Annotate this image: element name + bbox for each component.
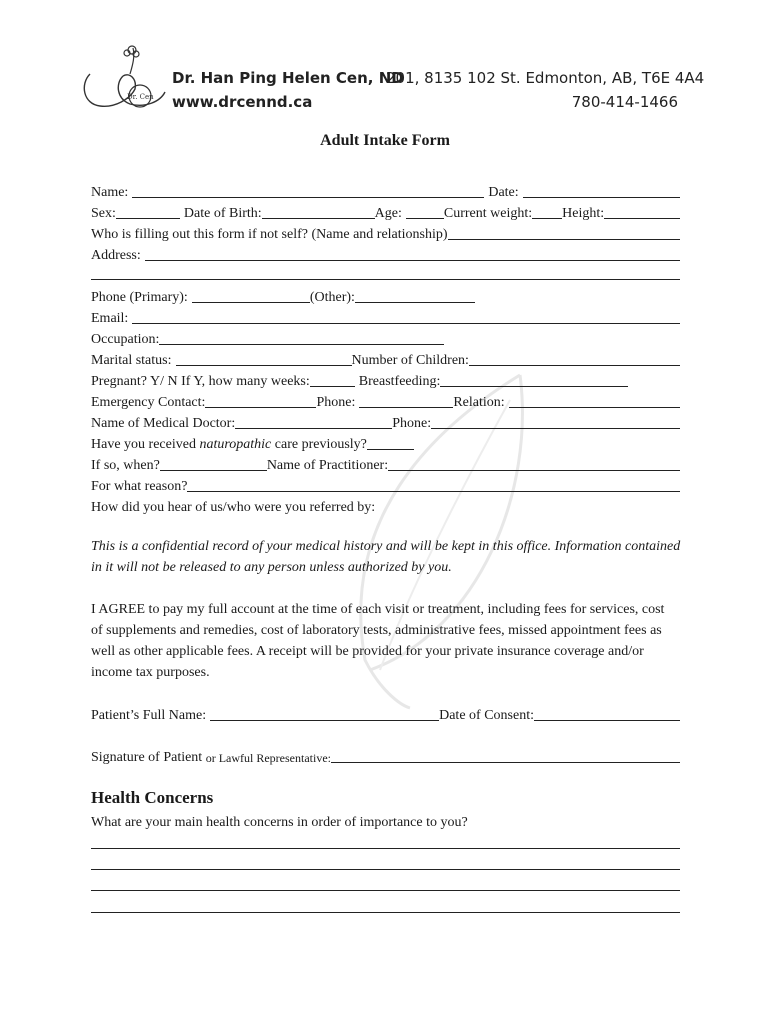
occupation-label: Occupation: — [91, 332, 160, 347]
emergency-row — [91, 390, 680, 411]
children-field[interactable] — [469, 352, 680, 366]
address-field-line-2[interactable] — [91, 279, 680, 280]
phone-primary-label: Phone (Primary): — [91, 290, 188, 305]
filler-label: Who is filling out this form if not self? (Name and relationship) — [91, 227, 448, 242]
emergency-phone-field[interactable] — [359, 394, 453, 408]
consent-date-label: Date of Consent: — [439, 708, 534, 723]
phone-other-field[interactable] — [355, 289, 475, 303]
age-label: Age: — [374, 206, 402, 221]
phone-row — [91, 285, 680, 306]
children-label: Number of Children: — [351, 353, 469, 368]
naturo-label-em: naturopathic — [199, 437, 272, 452]
full-name-label: Patient’s Full Name: — [91, 708, 207, 723]
emergency-label: Emergency Contact: — [91, 395, 206, 410]
signature-label-b: or Lawful Representative: — [205, 751, 331, 765]
marital-field[interactable] — [176, 352, 352, 366]
doctor-phone-field[interactable] — [431, 415, 680, 429]
practitioner-row — [91, 453, 680, 474]
naturopathic-row — [91, 432, 680, 453]
payment-agreement: I AGREE to pay my full account at the time of each visit or treatment, including fees for services, cost of supplements and remedies, cost of laboratory tests, administrative fees, missed appointment fees as well as other applicable fees. A receipt will be provided for your private insurance coverage and/or income tax purposes. — [91, 602, 665, 680]
email-label: Email: — [91, 311, 129, 326]
referral-row — [91, 495, 680, 516]
relation-label: Relation: — [453, 395, 505, 410]
clinic-phone: 780-414-1466 — [571, 93, 678, 111]
occupation-row — [91, 327, 680, 348]
signature-field[interactable] — [331, 749, 680, 763]
naturo-label-pre: Have you received — [91, 437, 200, 452]
concern-line-2[interactable] — [91, 869, 680, 870]
concern-line-3[interactable] — [91, 890, 680, 891]
naturo-field[interactable] — [367, 436, 414, 450]
occupation-field[interactable] — [159, 331, 444, 345]
marital-row — [91, 348, 680, 369]
doctor-field[interactable] — [235, 415, 392, 429]
clinic-address: 201, 8135 102 St. Edmonton, AB, T6E 4A4 — [386, 69, 705, 87]
consent-date-field[interactable] — [534, 707, 680, 721]
name-field[interactable] — [132, 184, 484, 198]
relation-field[interactable] — [509, 394, 680, 408]
name-date-row — [91, 180, 680, 201]
practitioner-label: Name of Practitioner: — [266, 458, 389, 473]
clinic-website-link[interactable]: www.drcennd.ca — [172, 93, 313, 111]
pregnant-weeks-field[interactable] — [310, 373, 355, 387]
weight-field[interactable] — [532, 205, 562, 219]
date-field[interactable] — [523, 184, 680, 198]
reason-label: For what reason? — [91, 479, 188, 494]
demographics-row — [91, 201, 680, 222]
confidential-notice: This is a confidential record of your medical history and will be kept in this office. Information contained in it will not be released to any person unless authorized by you. — [91, 539, 681, 575]
height-label: Height: — [562, 206, 605, 221]
breastfeeding-field[interactable] — [440, 373, 628, 387]
address-label: Address: — [91, 248, 141, 263]
dob-label: Date of Birth: — [183, 206, 262, 221]
consent-row — [91, 703, 680, 724]
breastfeeding-label: Breastfeeding: — [358, 374, 441, 389]
address-field[interactable] — [145, 247, 680, 261]
form-title: Adult Intake Form — [320, 132, 450, 149]
email-field[interactable] — [132, 310, 680, 324]
sex-label: Sex: — [91, 206, 116, 221]
reason-field[interactable] — [187, 478, 680, 492]
email-row — [91, 306, 680, 327]
full-name-field[interactable] — [210, 707, 439, 721]
health-concerns-heading: Health Concerns — [91, 788, 214, 807]
when-field[interactable] — [160, 457, 267, 471]
signature-row — [91, 745, 680, 766]
address-row — [91, 243, 680, 264]
clinic-logo-icon — [75, 44, 170, 126]
concern-line-1[interactable] — [91, 848, 680, 849]
filler-row — [91, 222, 680, 243]
doctor-name: Dr. Han Ping Helen Cen, ND — [172, 69, 404, 87]
signature-label-a: Signature of Patient — [91, 750, 206, 765]
doctor-row — [91, 411, 680, 432]
pregnancy-row — [91, 369, 680, 390]
height-field[interactable] — [604, 205, 680, 219]
pregnant-label: Pregnant? Y/ N If Y, how many weeks: — [91, 374, 310, 389]
age-field[interactable] — [406, 205, 444, 219]
weight-label: Current weight: — [443, 206, 533, 221]
filler-field[interactable] — [448, 226, 680, 240]
referral-label: How did you hear of us/who were you referred by: — [91, 500, 376, 515]
name-label: Name: — [91, 185, 129, 200]
concern-line-4[interactable] — [91, 912, 680, 913]
phone-other-label: (Other): — [309, 290, 355, 305]
health-concerns-question: What are your main health concerns in order of importance to you? — [91, 815, 468, 830]
sex-field[interactable] — [116, 205, 180, 219]
doctor-label: Name of Medical Doctor: — [91, 416, 236, 431]
doctor-phone-label: Phone: — [392, 416, 432, 431]
date-label: Date: — [488, 185, 519, 200]
emergency-phone-label: Phone: — [316, 395, 356, 410]
emergency-field[interactable] — [205, 394, 316, 408]
reason-row — [91, 474, 680, 495]
dob-field[interactable] — [262, 205, 375, 219]
logo-text: Dr. Cen — [127, 93, 154, 101]
practitioner-field[interactable] — [388, 457, 680, 471]
marital-label: Marital status: — [91, 353, 172, 368]
when-label: If so, when? — [91, 458, 160, 473]
phone-primary-field[interactable] — [192, 289, 310, 303]
naturo-label-post: care previously? — [271, 437, 367, 452]
